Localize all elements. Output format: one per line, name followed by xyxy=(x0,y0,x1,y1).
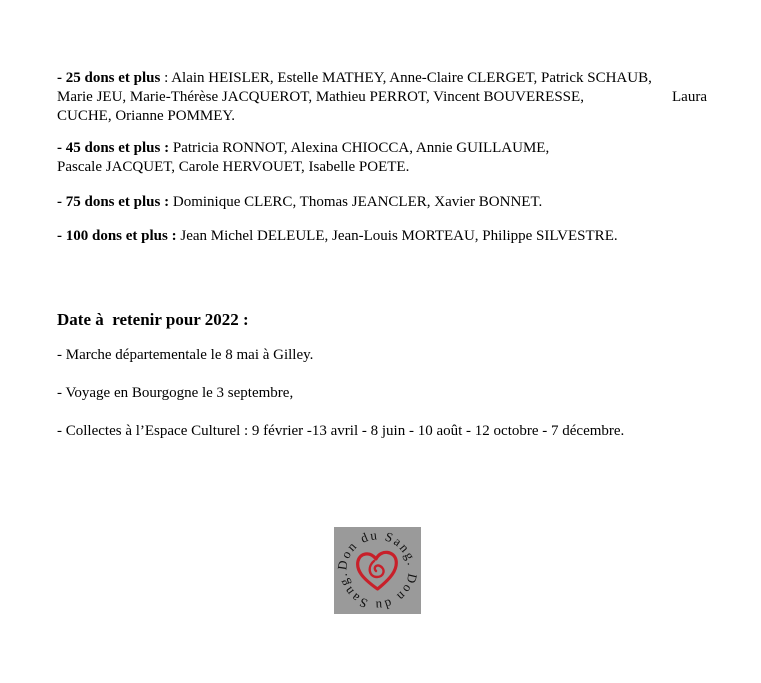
donor-names: Laura xyxy=(672,89,707,105)
donor-group-label: - 100 dons et plus : xyxy=(57,228,177,244)
don-du-sang-logo-graphic xyxy=(334,527,421,614)
date-item-voyage: - Voyage en Bourgogne le 3 septembre, xyxy=(57,385,294,401)
donor-names: Pascale JACQUET, Carole HERVOUET, Isabelle POETE. xyxy=(57,159,410,175)
donor-names: CUCHE, Orianne POMMEY. xyxy=(57,108,236,124)
donor-group-100 xyxy=(57,227,707,246)
dates-heading: Date à retenir pour 2022 : xyxy=(57,310,249,329)
date-item-collectes: - Collectes à l’Espace Culturel : 9 février -13 avril - 8 juin - 10 août - 12 octobre - 7 décembre. xyxy=(57,423,625,439)
date-item-marche: - Marche départementale le 8 mai à Gilley. xyxy=(57,347,314,363)
donor-group-label: - 25 dons et plus xyxy=(57,70,161,86)
logo-ring-text: Don du Sang. Don du Sang. xyxy=(334,527,421,614)
donor-names: Marie JEU, Marie-Thérèse JACQUEROT, Mathieu PERROT, Vincent BOUVERESSE, xyxy=(57,89,584,105)
donor-names: Patricia RONNOT, Alexina CHIOCCA, Annie GUILLAUME, xyxy=(169,140,550,156)
donor-group-25 xyxy=(57,69,707,126)
donor-group-label: - 75 dons et plus : xyxy=(57,194,170,210)
donor-names: : Alain HEISLER, Estelle MATHEY, Anne-Claire CLERGET, Patrick SCHAUB, xyxy=(160,70,652,86)
donor-names: Jean Michel DELEULE, Jean-Louis MORTEAU, Philippe SILVESTRE. xyxy=(176,228,618,244)
donor-group-75 xyxy=(57,193,707,212)
donor-group-45 xyxy=(57,139,707,177)
donor-names: Dominique CLERC, Thomas JEANCLER, Xavier BONNET. xyxy=(169,194,543,210)
heart-icon xyxy=(358,552,397,589)
don-du-sang-logo xyxy=(334,527,421,614)
donor-group-label: - 45 dons et plus : xyxy=(57,140,170,156)
